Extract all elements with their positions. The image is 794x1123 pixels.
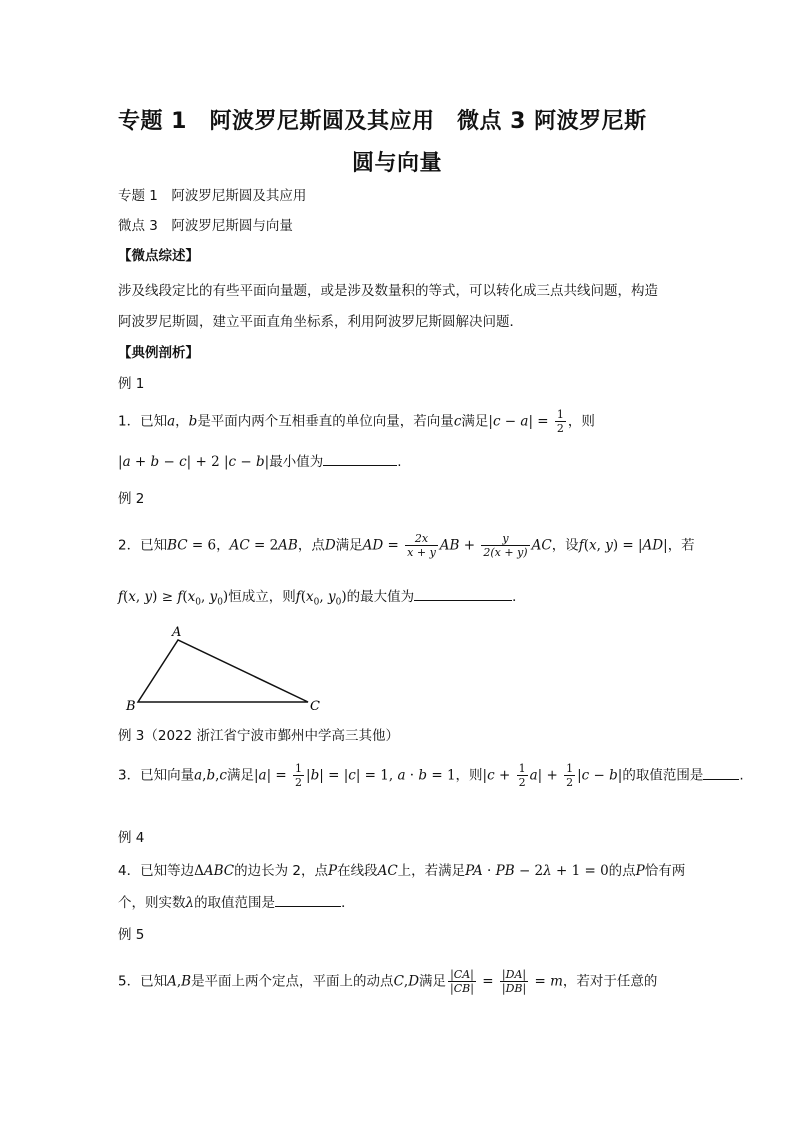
vertex-label-a: A <box>172 625 182 640</box>
vertex-label-c: C <box>310 699 320 714</box>
example-2-label: 例 2 <box>118 491 145 507</box>
summary-line-2: 阿波罗尼斯圆，建立平面直角坐标系，利用阿波罗尼斯圆解决问题． <box>118 314 523 330</box>
vertex-label-b: B <box>126 699 136 714</box>
example-5-question: 5．已知A,B是平面上两个定点，平面上的动点C,D满足 $\frac{|CA|}{|CB|}$ = $\frac{|DA|}{|DB|}$ = m，若对于任意的 <box>118 968 658 995</box>
example-4-question-line-2: 个，则实数λ的取值范围是 ． <box>118 892 355 913</box>
summary-header: 【微点综述】 <box>118 248 199 264</box>
micro-point-line: 微点 3 阿波罗尼斯圆与向量 <box>118 218 293 234</box>
example-1-answer-blank[interactable] <box>323 451 397 466</box>
example-4-question-line-1: 4．已知等边ΔABC的边长为 2，点P在线段AC上，若满足PA · PB − 2λ + 1 = 0的点P恰有两 <box>118 863 686 879</box>
example-1-question-line-1: 1．已知a，b是平面内两个互相垂直的单位向量，若向量c满足|c − a| = $\frac{1}{2}$ ，则 <box>118 408 595 435</box>
page-title-line-1: 专题 1 阿波罗尼斯圆及其应用 微点 3 阿波罗尼斯 <box>118 109 647 134</box>
example-2-question-line-1: 2．已知BC = 6，AC = 2AB，点D满足AD = $\frac{2x}{x + y}$ AB + $\frac{y}{2(x + y)}$ AC，设f(x, y) = |AD|，若 <box>118 532 695 559</box>
topic-line: 专题 1 阿波罗尼斯圆及其应用 <box>118 188 307 204</box>
example-5-label: 例 5 <box>118 927 145 943</box>
example-3-answer-blank[interactable] <box>703 765 739 780</box>
example-4-label: 例 4 <box>118 830 145 846</box>
example-3-question: 3．已知向量a,b,c满足|a| = $\frac{1}{2}$ |b| = |c| = 1, a · b = 1，则|c + $\frac{1}{2}$ a| + $\frac{1}{2}$ |c − b|的取值范围是 . <box>118 762 744 789</box>
analysis-header: 【典例剖析】 <box>118 345 199 361</box>
example-4-answer-blank[interactable] <box>275 892 341 907</box>
triangle-abc <box>138 640 308 702</box>
example-1-label: 例 1 <box>118 376 145 392</box>
example-2-question-line-2: f(x, $y) \ge f(x_0$, $y_0$)恒成立，则$f(x_0$, $y_0$)的最大值为 ． <box>118 586 526 613</box>
example-1-question-line-2: |a + b − c| + 2 |c − b|最小值为 . <box>118 451 402 472</box>
summary-line-1: 涉及线段定比的有些平面向量题，或是涉及数量积的等式，可以转化成三点共线问题，构造 <box>118 283 658 299</box>
example-2-answer-blank[interactable] <box>414 586 512 601</box>
triangle-figure <box>118 622 338 714</box>
page-title-line-2: 圆与向量 <box>352 151 443 176</box>
example-3-label: 例 3（2022 浙江省宁波市鄞州中学高三其他） <box>118 728 400 744</box>
